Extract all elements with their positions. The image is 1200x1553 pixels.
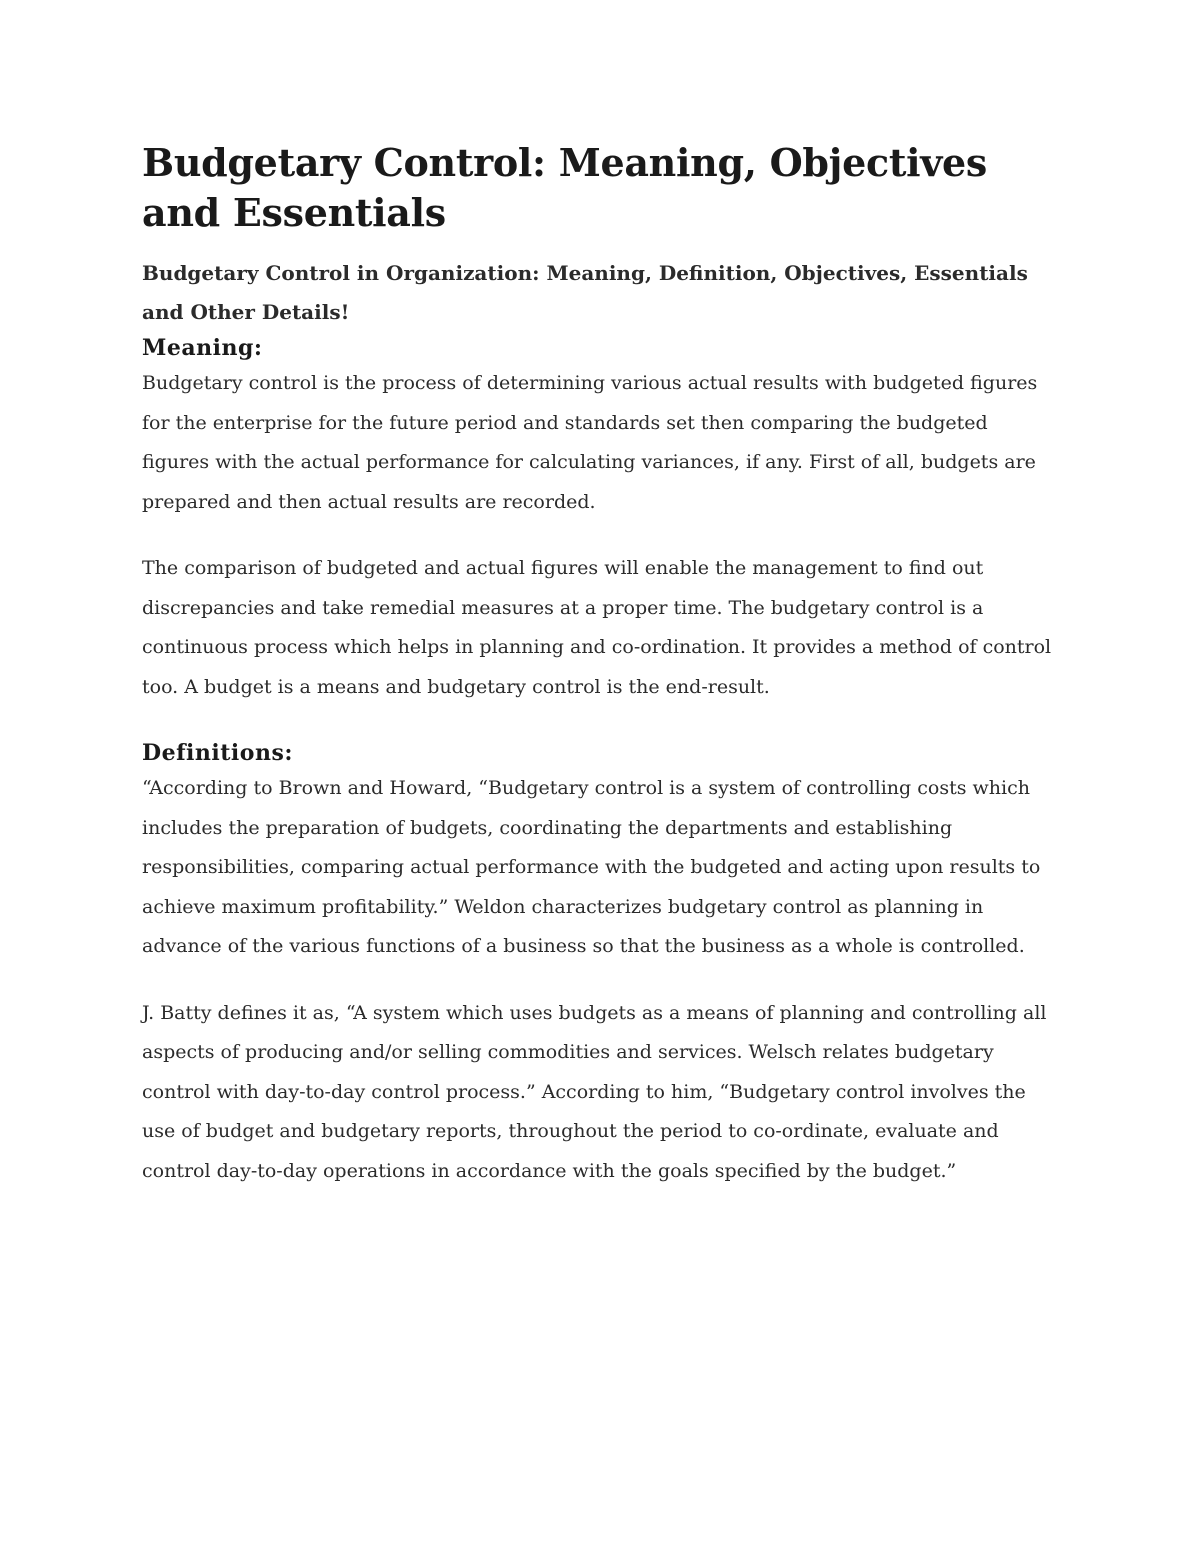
paragraph: J. Batty defines it as, “A system which uses budgets as a means of planning and controlling all aspects of producing and/or selling commodities and services. Welsch relates budgetary control with day-to-day control process.” According to him, “Budgetary control involves the use of budget and budgetary reports, throughout the period to co-ordinate, evaluate and control day-to-day operations in accordance with the goals specified by the budget.”	[142, 1001, 1047, 1182]
section-definitions	[142, 737, 1060, 1191]
document-subtitle: Budgetary Control in Organization: Meaning, Definition, Objectives, Essentials and Other Details!	[142, 261, 1028, 324]
section-heading-definitions: Definitions:	[142, 740, 293, 766]
paragraph: The comparison of budgeted and actual figures will enable the management to find out discrepancies and take remedial measures at a proper time. The budgetary control is a continuous process which helps in planning and co-ordination. It provides a method of control too. A budget is a means and budgetary control is the end-result.	[142, 557, 1052, 698]
section-heading-meaning: Meaning:	[142, 335, 263, 361]
document-page	[142, 138, 1060, 1191]
section-meaning	[142, 332, 1060, 707]
paragraph: Budgetary control is the process of determining various actual results with budgeted figures for the enterprise for the future period and standards set then comparing the budgeted figures with the actual performance for calculating variances, if any. First of all, budgets are prepared and then actual results are recorded.	[142, 372, 1038, 513]
document-title: Budgetary Control: Meaning, Objectives and Essentials	[142, 140, 987, 235]
paragraph: “According to Brown and Howard, “Budgetary control is a system of controlling costs which includes the preparation of budgets, coordinating the departments and establishing responsibilities, comparing actual performance with the budgeted and acting upon results to achieve maximum profitability.” Weldon characterizes budgetary control as planning in advance of the various functions of a business so that the business as a whole is controlled.	[142, 777, 1041, 957]
